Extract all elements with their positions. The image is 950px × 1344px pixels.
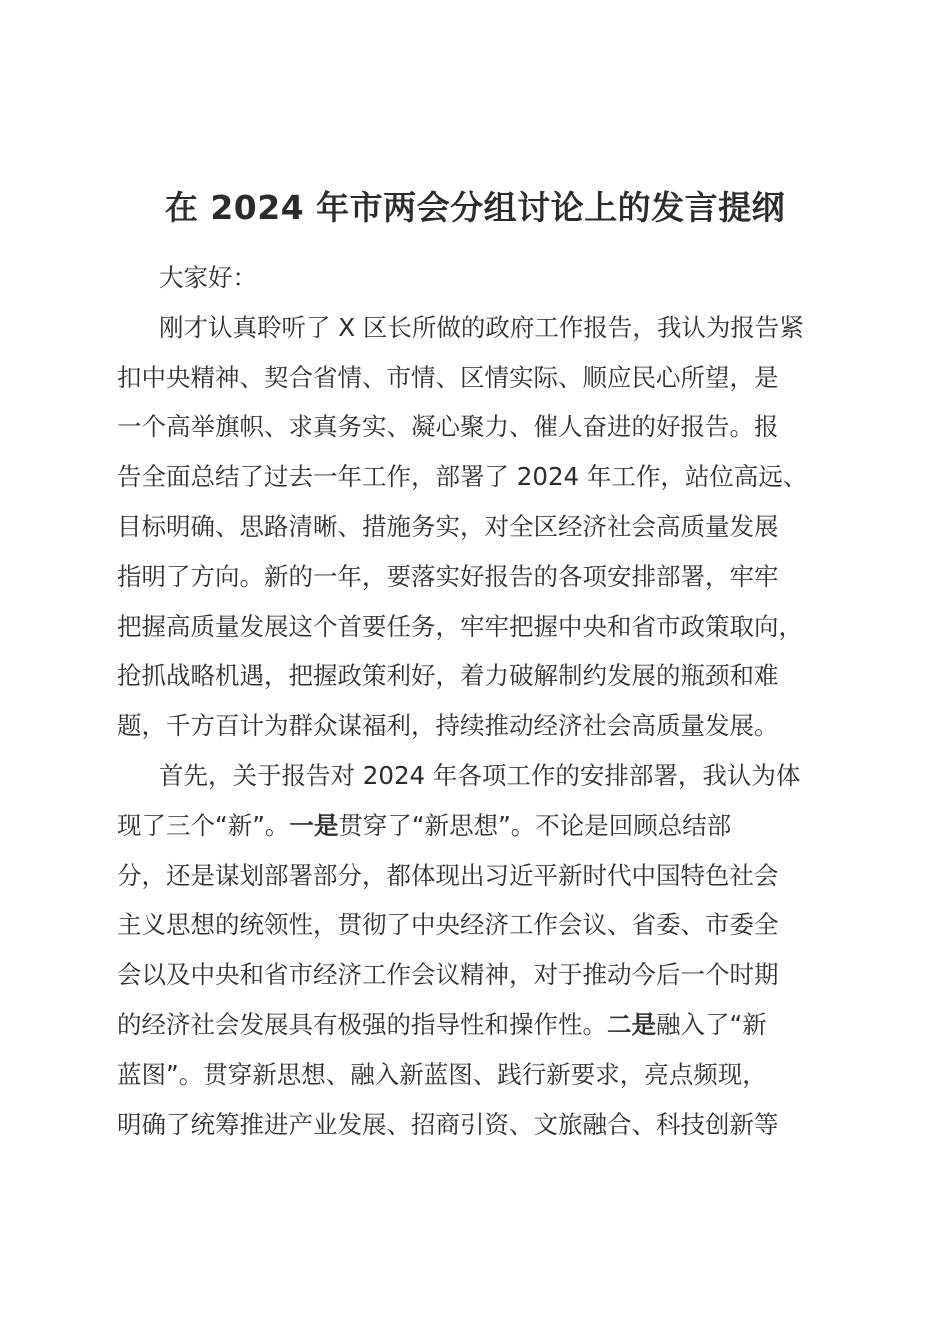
paragraph-2-line: 主义思想的统领性，贯彻了中央经济工作会议、省委、市委全 bbox=[117, 910, 779, 940]
greeting-line: 大家好： bbox=[159, 263, 257, 292]
document-title: 在 2024 年市两会分组讨论上的发言提纲 bbox=[164, 188, 786, 227]
paragraph-2-line: 分，还是谋划部署部分，都体现出习近平新时代中国特色社会 bbox=[117, 860, 779, 890]
paragraph-1-line: 把握高质量发展这个首要任务，牢牢把握中央和省市政策取向， bbox=[117, 611, 803, 641]
paragraph-1-line: 扣中央精神、契合省情、市情、区情实际、顺应民心所望，是 bbox=[117, 362, 779, 392]
paragraph-1-line: 一个高举旗帜、求真务实、凝心聚力、催人奋进的好报告。报 bbox=[117, 412, 779, 442]
text-run: 现了三个“新”。 bbox=[117, 810, 290, 840]
text-run: 融入了“新 bbox=[656, 1009, 767, 1039]
paragraph-1-line: 告全面总结了过去一年工作，部署了 2024 年工作，站位高远、 bbox=[117, 462, 808, 492]
text-run: 的经济社会发展具有极强的指导性和操作性。 bbox=[117, 1009, 607, 1039]
paragraph-2-line: 首先，关于报告对 2024 年各项工作的安排部署，我认为体 bbox=[159, 760, 801, 790]
paragraph-1-line: 题，千方百计为群众谋福利，持续推动经济社会高质量发展。 bbox=[117, 711, 779, 741]
paragraph-2-line bbox=[117, 1000, 837, 1050]
text-run: 贯穿了“新思想”。不论是回顾总结部 bbox=[338, 810, 732, 840]
paragraph-2-line: 蓝图”。贯穿新思想、融入新蓝图、践行新要求，亮点频现， bbox=[117, 1059, 767, 1089]
paragraph-2-line bbox=[117, 801, 837, 851]
bold-marker-first: 一是 bbox=[289, 810, 339, 840]
bold-marker-second: 二是 bbox=[607, 1009, 656, 1039]
paragraph-1-line: 抢抓战略机遇，把握政策利好，着力破解制约发展的瓶颈和难 bbox=[117, 661, 779, 691]
paragraph-2-line: 明确了统筹推进产业发展、招商引资、文旅融合、科技创新等 bbox=[117, 1109, 779, 1139]
paragraph-1-line: 指明了方向。新的一年，要落实好报告的各项安排部署，牢牢 bbox=[117, 561, 779, 591]
paragraph-1-line: 目标明确、思路清晰、措施务实，对全区经济社会高质量发展 bbox=[117, 511, 779, 541]
paragraph-1-line: 刚才认真聆听了 X 区长所做的政府工作报告，我认为报告紧 bbox=[159, 312, 804, 342]
paragraph-2-line: 会以及中央和省市经济工作会议精神，对于推动今后一个时期 bbox=[117, 960, 779, 990]
document-body bbox=[117, 253, 837, 1149]
